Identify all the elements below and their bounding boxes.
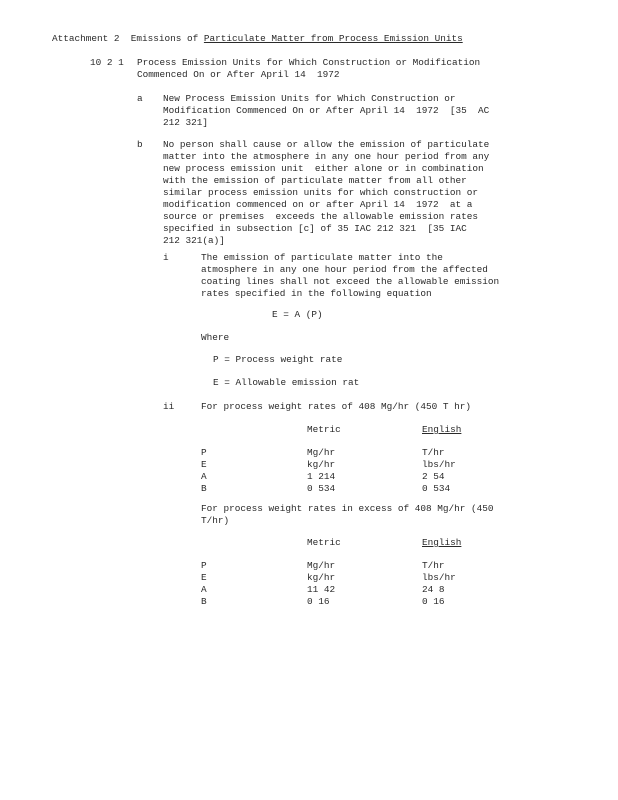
table-row-metric: kg/hr — [307, 459, 336, 470]
table-row-english: 2 54 — [422, 471, 445, 482]
header-title: Particulate Matter from Process Emission Units — [203, 33, 463, 44]
item-b-line: matter into the atmosphere in any one hour period from any — [163, 151, 490, 162]
item-b-line: No person shall cause or allow the emission of particulate — [163, 139, 490, 150]
table-row-english: lbs/hr — [422, 459, 456, 470]
table-1-header-metric: Metric — [307, 424, 341, 435]
page-header — [52, 33, 463, 45]
table-row-english: T/hr — [422, 447, 445, 458]
item-b-line: new process emission unit either alone or in combination — [163, 163, 484, 174]
item-a-line-2: Modification Commenced On or After April 14 1972 [35 AC — [163, 105, 490, 116]
section-heading-line-2: Commenced On or After April 14 1972 — [137, 69, 340, 80]
table-row-english: T/hr — [422, 560, 445, 571]
table-row-metric: 11 42 — [307, 584, 336, 595]
item-ii-label: ii — [163, 401, 175, 412]
equation: E = A (P) — [272, 309, 323, 320]
table-2-header-english: English — [422, 537, 462, 548]
table-row-metric: Mg/hr — [307, 447, 336, 458]
excess-line-2: T/hr) — [201, 515, 230, 526]
item-i-label: i — [163, 252, 169, 263]
section-number: 10 2 1 — [90, 57, 124, 68]
table-row-metric: kg/hr — [307, 572, 336, 583]
item-i-line: The emission of particulate matter into the — [201, 252, 443, 263]
table-2-header-metric: Metric — [307, 537, 341, 548]
item-b-line: 212 321(a)] — [163, 235, 225, 246]
item-i-line: rates specified in the following equation — [201, 288, 432, 299]
table-row-symbol: B — [201, 596, 207, 607]
table-row-english: lbs/hr — [422, 572, 456, 583]
table-row-metric: 1 214 — [307, 471, 336, 482]
table-row-symbol: P — [201, 560, 207, 571]
item-a-label: a — [137, 93, 143, 104]
item-a-line-1: New Process Emission Units for Which Construction or — [163, 93, 456, 104]
item-i-line: coating lines shall not exceed the allowable emission — [201, 276, 500, 287]
table-row-english: 0 534 — [422, 483, 451, 494]
table-row-english: 24 8 — [422, 584, 445, 595]
item-b-line: modification commenced on or after April 14 1972 at a — [163, 199, 473, 210]
item-b-line: specified in subsection [c] of 35 IAC 212 321 [35 IAC — [163, 223, 467, 234]
section-heading-line-1: Process Emission Units for Which Construction or Modification — [137, 57, 481, 68]
table-row-symbol: E — [201, 572, 207, 583]
item-b-line: source or premises exceeds the allowable emission rates — [163, 211, 479, 222]
item-i-line: atmosphere in any one hour period from the affected — [201, 264, 488, 275]
definition-p: P = Process weight rate — [213, 354, 343, 365]
excess-line-1: For process weight rates in excess of 408 Mg/hr (450 — [201, 503, 494, 514]
table-row-symbol: E — [201, 459, 207, 470]
table-row-symbol: A — [201, 471, 207, 482]
item-b-line: with the emission of particulate matter from all other — [163, 175, 467, 186]
table-row-metric: Mg/hr — [307, 560, 336, 571]
item-a-line-3: 212 321] — [163, 117, 209, 128]
table-1-header-english: English — [422, 424, 462, 435]
table-row-metric: 0 16 — [307, 596, 330, 607]
item-b-line: similar process emission units for which construction or — [163, 187, 479, 198]
table-row-symbol: B — [201, 483, 207, 494]
table-row-metric: 0 534 — [307, 483, 336, 494]
definition-e: E = Allowable emission rat — [213, 377, 360, 388]
table-row-symbol: P — [201, 447, 207, 458]
header-prefix: Attachment 2 Emissions of — [52, 33, 204, 44]
item-ii-line: For process weight rates of 408 Mg/hr (450 T hr) — [201, 401, 472, 412]
table-row-symbol: A — [201, 584, 207, 595]
item-b-label: b — [137, 139, 143, 150]
where-label: Where — [201, 332, 230, 343]
table-row-english: 0 16 — [422, 596, 445, 607]
